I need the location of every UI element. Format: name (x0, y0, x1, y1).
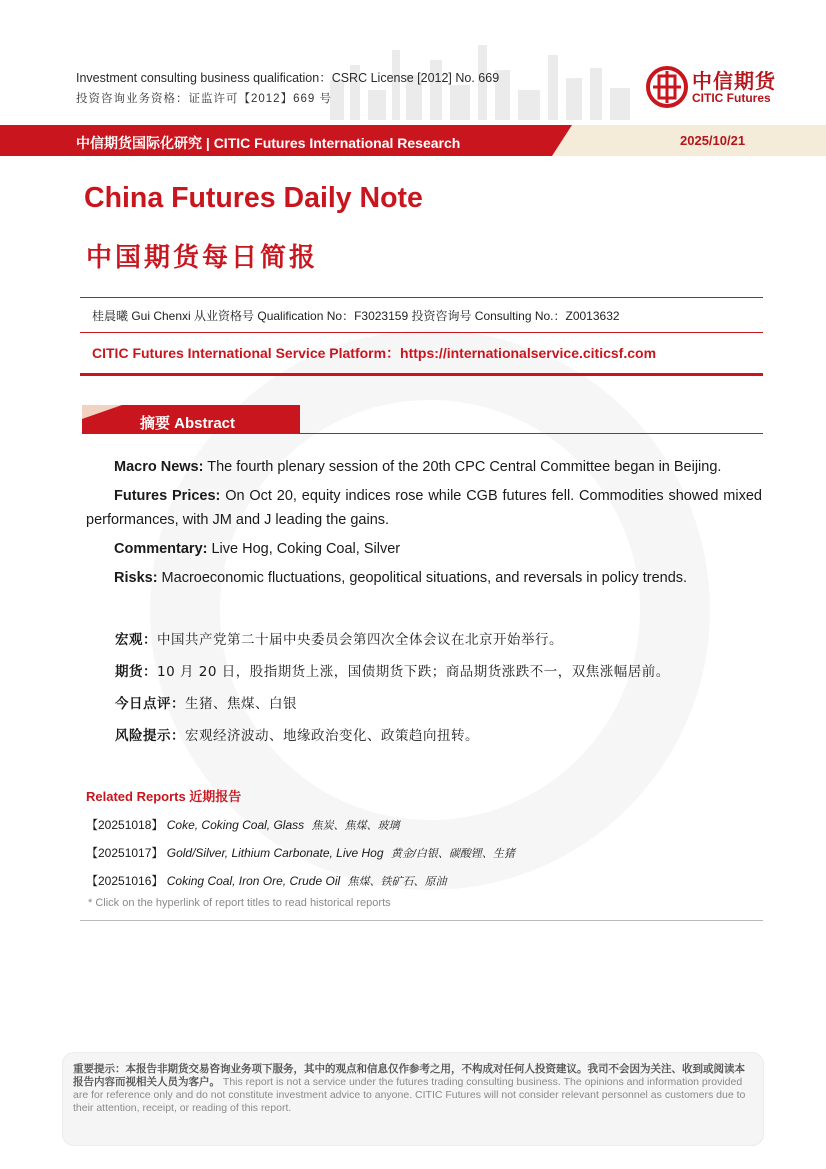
divider-thick (80, 373, 763, 376)
macro-label: Macro News: (114, 459, 204, 475)
logo-text-en: CITIC Futures (692, 91, 771, 105)
band-title: 中信期货国际化研究 | CITIC Futures International Research (76, 135, 461, 151)
qualification-cn: 投资咨询业务资格：证监许可【2012】669 号 (76, 93, 332, 105)
qualification-en: Investment consulting business qualification：CSRC License [2012] No. 669 (76, 71, 500, 85)
related-reports-note: * Click on the hyperlink of report titles to read historical reports (88, 897, 391, 909)
related-report-title-cn[interactable]: 焦煤、铁矿石、原油 (347, 876, 447, 888)
related-report-title-cn[interactable]: 黄金/白银、碳酸锂、生猪 (390, 848, 515, 860)
divider (80, 297, 763, 298)
related-report-item[interactable] (86, 872, 447, 889)
abstract-heading (82, 405, 300, 434)
cn-commentary-label: 今日点评： (115, 696, 185, 712)
cn-macro-label: 宏观： (115, 632, 157, 648)
related-report-date: 【20251017】 (86, 846, 164, 860)
author-line: 桂晨曦 Gui Chenxi 从业资格号 Qualification No：F3023159 投资咨询号 Consulting No.：Z0013632 (92, 309, 620, 323)
report-date: 2025/10/21 (680, 133, 746, 148)
futures-prices (86, 484, 762, 532)
abstract-heading-text: 摘要 Abstract (140, 415, 236, 432)
header-band (0, 125, 826, 156)
risks (86, 566, 766, 590)
related-report-title-cn[interactable]: 焦炭、焦煤、玻璃 (311, 820, 400, 832)
commentary-label: Commentary: (114, 541, 208, 557)
risks-text: Macroeconomic fluctuations, geopolitical situations, and reversals in policy trends. (157, 570, 688, 586)
cn-macro-text: 中国共产党第二十届中央委员会第四次全体会议在北京开始举行。 (157, 632, 563, 648)
related-report-date: 【20251016】 (86, 874, 164, 888)
related-report-title[interactable]: Coke, Coking Coal, Glass (166, 818, 305, 832)
cn-commentary (115, 692, 297, 712)
related-report-item[interactable] (86, 844, 515, 861)
related-report-title[interactable]: Coking Coal, Iron Ore, Crude Oil (166, 874, 341, 888)
logo-text-cn: 中信期货 (692, 71, 776, 93)
cn-macro (115, 628, 563, 648)
report-title-cn: 中国期货每日简报 (86, 243, 319, 273)
macro-text: The fourth plenary session of the 20th CPC Central Committee began in Beijing. (203, 459, 722, 475)
report-title-en: China Futures Daily Note (84, 182, 423, 214)
disclaimer-cn: 重要提示：本报告非期货交易咨询业务项下服务，其中的观点和信息仅作参考之用，不构成对任何人投资建议。我司不会因为关注、收到或阅读本报告内容而视相关人员为客户。 (73, 1063, 745, 1088)
futures-text: On Oct 20, equity indices rose while CGB futures fell. Commodities showed mixed performances, with JM and J leading the gains. (86, 488, 762, 528)
cn-risk (115, 724, 479, 744)
related-report-item[interactable] (86, 816, 399, 833)
risks-label: Risks: (114, 570, 158, 586)
macro-news (86, 455, 766, 479)
disclaimer-en: This report is not a service under the futures trading consulting business. The opinions and information provided are for reference only and do not constitute investment advice to anyone. CITIC Futures will not consider relevant personnel as customers due to their attention, receipt, or reading of this report. (73, 1076, 746, 1114)
cn-commentary-text: 生猪、焦煤、白银 (185, 696, 297, 712)
related-reports-title: Related Reports 近期报告 (86, 789, 242, 804)
platform-link[interactable]: CITIC Futures International Service Platform：https://internationalservice.citicsf.com (92, 345, 657, 361)
citic-logo-icon (646, 66, 688, 108)
related-report-date: 【20251018】 (86, 818, 164, 832)
citic-futures-logo (646, 64, 792, 110)
divider (80, 332, 763, 333)
commentary (86, 537, 766, 561)
cn-risk-label: 风险提示： (115, 728, 185, 744)
commentary-text: Live Hog, Coking Coal, Silver (207, 541, 401, 557)
abstract-rule (82, 433, 763, 434)
cn-futures-label: 期货： (115, 664, 157, 680)
futures-label: Futures Prices: (114, 488, 221, 504)
cn-futures-text: 10 月 20 日，股指期货上涨，国债期货下跌；商品期货涨跌不一，双焦涨幅居前。 (157, 664, 670, 680)
cn-futures (115, 660, 670, 680)
disclaimer-box (62, 1052, 764, 1146)
cn-risk-text: 宏观经济波动、地缘政治变化、政策趋向扭转。 (185, 728, 479, 744)
divider (80, 920, 763, 921)
related-report-title[interactable]: Gold/Silver, Lithium Carbonate, Live Hog (166, 846, 384, 860)
